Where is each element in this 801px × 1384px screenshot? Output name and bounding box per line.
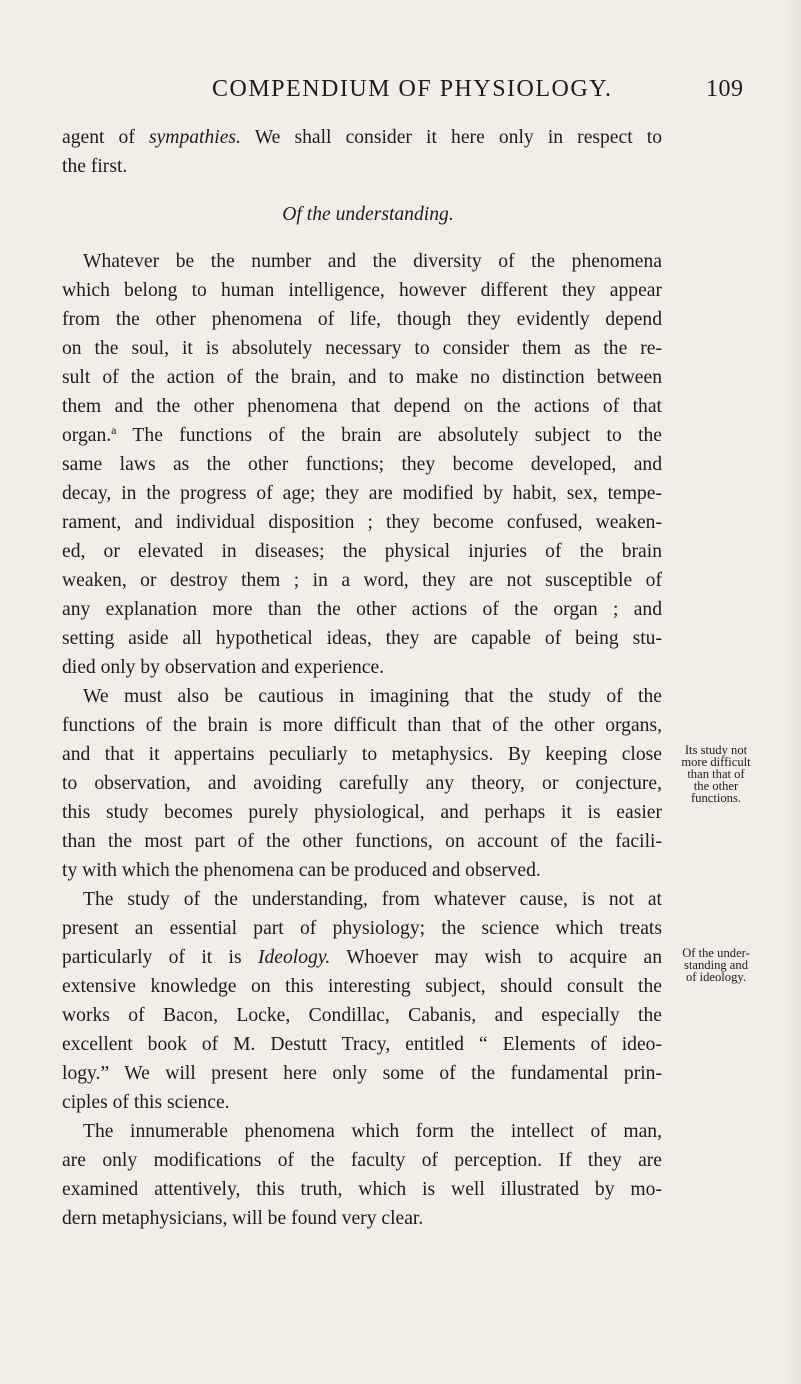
text-line: and that it appertains peculiarly to metaphysics. By keeping close <box>62 744 662 765</box>
text-line: works of Bacon, Locke, Condillac, Cabanis, and especially the <box>62 1005 662 1026</box>
text-line: dern metaphysicians, will be found very clear. <box>62 1208 424 1229</box>
marginal-note-understanding-ideology: Of the under- standing and of ideology. <box>682 946 750 984</box>
text-line: ciples of this science. <box>62 1092 230 1113</box>
text-line: which belong to human intelligence, however different they appear <box>62 280 662 301</box>
text-line: died only by observation and experience. <box>62 657 385 678</box>
text-line: setting aside all hypothetical ideas, they are capable of being stu- <box>62 628 662 649</box>
text-line: sult of the action of the brain, and to make no distinction between <box>62 367 662 388</box>
text-line: them and the other phenomena that depend on the actions of that <box>62 396 662 417</box>
text-line: same laws as the other functions; they become developed, and <box>62 454 662 475</box>
text-line: are only modifications of the faculty of perception. If they are <box>62 1150 662 1171</box>
text-line: extensive knowledge on this interesting subject, should consult the <box>62 976 662 997</box>
text-line: to observation, and avoiding carefully any theory, or conjecture, <box>62 773 662 794</box>
text-line: decay, in the progress of age; they are modified by habit, sex, tempe- <box>62 483 662 504</box>
text-line: from the other phenomena of life, though they evidently depend <box>62 309 662 330</box>
text-line: rament, and individual disposition ; they become confused, weaken- <box>62 512 662 533</box>
section-heading: Of the understanding. <box>282 204 454 225</box>
text-line: logy.” We will present here only some of the fundamental prin- <box>62 1063 662 1084</box>
footnote-marker: a <box>111 423 117 437</box>
text-line: examined attentively, this truth, which is well illustrated by mo- <box>62 1179 662 1200</box>
text-line: agent of sympathies. We shall consider it here only in respect to <box>62 127 662 148</box>
spacer <box>62 181 662 200</box>
text-line: this study becomes purely physiological, and perhaps it is easier <box>62 802 662 823</box>
page-edge-shading <box>780 0 801 1384</box>
text-line: Whatever be the number and the diversity of the phenomena <box>83 251 662 272</box>
page-number: 109 <box>706 76 744 102</box>
text-line: excellent book of M. Destutt Tracy, entitled “ Elements of ideo- <box>62 1034 662 1055</box>
running-head <box>0 60 801 100</box>
text-line: on the soul, it is absolutely necessary to consider them as the re- <box>62 338 662 359</box>
spacer <box>62 229 662 247</box>
text-line: organ.$^a$ The functions of the brain are absolutely subject to the <box>62 423 662 446</box>
text-line: functions of the brain is more difficult than that of the other organs, <box>62 715 662 736</box>
text-line: ed, or elevated in diseases; the physical injuries of the brain <box>62 541 662 562</box>
text-line: any explanation more than the other actions of the organ ; and <box>62 599 662 620</box>
text-line: The study of the understanding, from whatever cause, is not at <box>83 889 662 910</box>
text-line: present an essential part of physiology; the science which treats <box>62 918 662 939</box>
running-title: COMPENDIUM OF PHYSIOLOGY. <box>212 76 613 102</box>
text-line: particularly of it is Ideology. Whoever may wish to acquire an <box>62 947 662 968</box>
text-line: than the most part of the other functions, on account of the facili- <box>62 831 662 852</box>
text-line: We must also be cautious in imagining that the study of the <box>83 686 662 707</box>
marginal-note-study-not-difficult: Its study not more difficult than that of the other functions. <box>681 743 751 805</box>
body-text <box>62 123 662 1233</box>
italic-term: Ideology. <box>257 947 331 968</box>
text-line: the first. <box>62 156 128 177</box>
italic-term: sympathies. <box>148 127 241 148</box>
text-line: weaken, or destroy them ; in a word, they are not susceptible of <box>62 570 662 591</box>
text-line: The innumerable phenomena which form the intellect of man, <box>83 1121 662 1142</box>
text-line: ty with which the phenomena can be produced and observed. <box>62 860 541 881</box>
